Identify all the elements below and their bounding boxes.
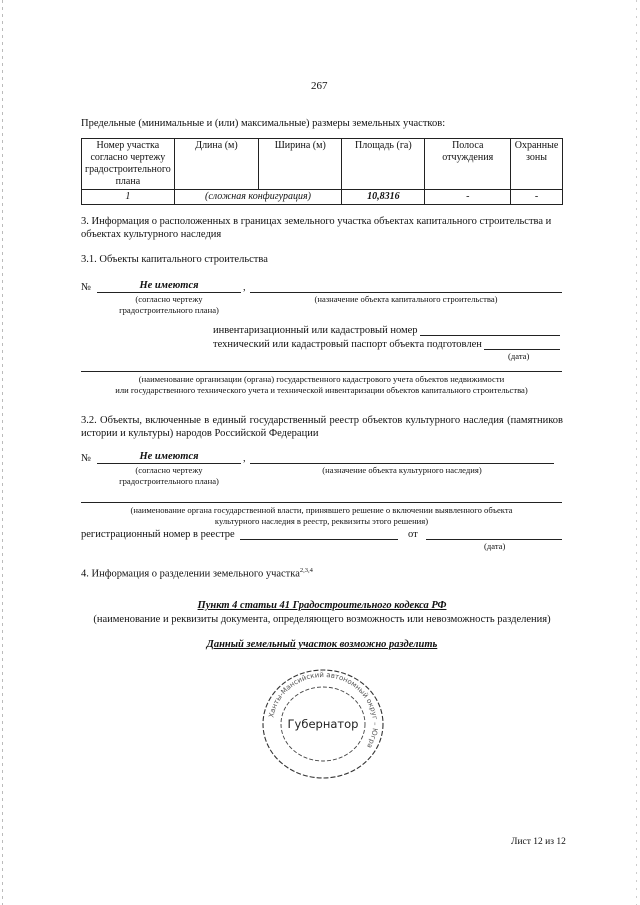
none-value: Не имеются: [139, 280, 199, 291]
section3-title-line2: объектах культурного наследия: [81, 229, 222, 240]
header-protection-zones: Охранные зоны: [511, 139, 563, 190]
org-caption-line2: или государственного технического учета и технической инвентаризации объектов капитального строительства): [115, 385, 528, 395]
sizes-intro: Предельные (минимальные и (или) максимальные) размеры земельных участков:: [81, 118, 446, 129]
cell-dimensions: (сложная конфигурация): [174, 190, 342, 205]
plan-note-line2: градостроительного плана): [119, 305, 219, 315]
underline: [484, 349, 560, 350]
underline: [81, 502, 562, 503]
underline: [81, 371, 562, 372]
authority-caption-line1: (наименование органа государственной власти, принявшего решение о включении выявленного объекта: [130, 505, 513, 515]
purpose-caption: (назначение объекта культурного наследия): [322, 465, 482, 475]
inventory-label: инвентаризационный или кадастровый номер: [213, 325, 418, 336]
passport-label: технический или кадастровый паспорт объекта подготовлен: [213, 339, 482, 350]
section31-title: 3.1. Объекты капитального строительства: [81, 254, 268, 265]
comma: ,: [243, 282, 246, 293]
sheet-label: Лист 12 из 12: [511, 837, 566, 847]
date-caption: (дата): [484, 541, 506, 551]
plan-note-line2: градостроительного плана): [119, 476, 219, 486]
underline: [97, 463, 241, 464]
header-width: Ширина (м): [259, 139, 342, 190]
table-row: [82, 190, 563, 205]
authority-caption-line2: культурного наследия в реестр, реквизиты этого решения): [214, 516, 429, 526]
governor-seal-stamp: [258, 668, 388, 780]
section32-title-line2: истории и культуры) народов Российской Федерации: [81, 428, 319, 439]
scan-edge-left: [2, 0, 3, 905]
org-caption-line1: (наименование организации (органа) государственного кадастрового учета объектов недвижимости: [138, 374, 505, 384]
purpose-caption: (назначение объекта капитального строительства): [314, 294, 498, 304]
plan-note-line1: (согласно чертежу: [135, 465, 203, 475]
plot-sizes-table: [81, 138, 563, 205]
underline: [420, 335, 560, 336]
table-header-row: [82, 139, 563, 190]
underline: [250, 463, 554, 464]
division-conclusion: Данный земельный участок возможно разделить: [206, 639, 438, 650]
section4-footnote-marks: 2,3,4: [299, 567, 313, 574]
date-caption: (дата): [508, 351, 530, 361]
underline: [240, 539, 398, 540]
registry-number-label: регистрационный номер в реестре: [81, 529, 235, 540]
stamp-ring-text: Ханты-Мансийский автономный округ – Югра: [267, 670, 380, 750]
cell-area: 10,8316: [342, 190, 425, 205]
header-plot-number: Номер участка согласно чертежу градостроительного плана: [82, 139, 175, 190]
header-length: Длина (м): [174, 139, 259, 190]
none-value: Не имеются: [139, 451, 199, 462]
section4-title-text: 4. Информация о разделении земельного участка: [81, 568, 300, 580]
header-area: Площадь (га): [342, 139, 425, 190]
underline: [97, 292, 241, 293]
underline: [426, 539, 562, 540]
header-exclusion-strip: Полоса отчуждения: [425, 139, 511, 190]
stamp-center-text: Губернатор: [287, 717, 359, 731]
cell-protection-zones: -: [511, 190, 563, 205]
comma: ,: [243, 453, 246, 464]
law-reference: Пункт 4 статьи 41 Градостроительного кодекса РФ: [197, 600, 447, 611]
number-sign: №: [81, 453, 92, 464]
plan-note-line1: (согласно чертежу: [135, 294, 203, 304]
section3-title-line1: 3. Информация о расположенных в границах земельного участка объектах капитального строительства и: [81, 216, 552, 227]
page-number: 267: [311, 80, 328, 92]
number-sign: №: [81, 282, 92, 293]
section4-title: [81, 564, 313, 581]
scan-edge-right: [636, 0, 637, 905]
underline: [250, 292, 562, 293]
cell-exclusion-strip: -: [425, 190, 511, 205]
law-caption: (наименование и реквизиты документа, определяющего возможность или невозможность разделения): [93, 614, 551, 625]
section32-title-line1: 3.2. Объекты, включенные в единый государственный реестр объектов культурного наследия (памятников: [81, 415, 563, 426]
from-label: от: [408, 529, 418, 540]
cell-plot-number: 1: [82, 190, 175, 205]
